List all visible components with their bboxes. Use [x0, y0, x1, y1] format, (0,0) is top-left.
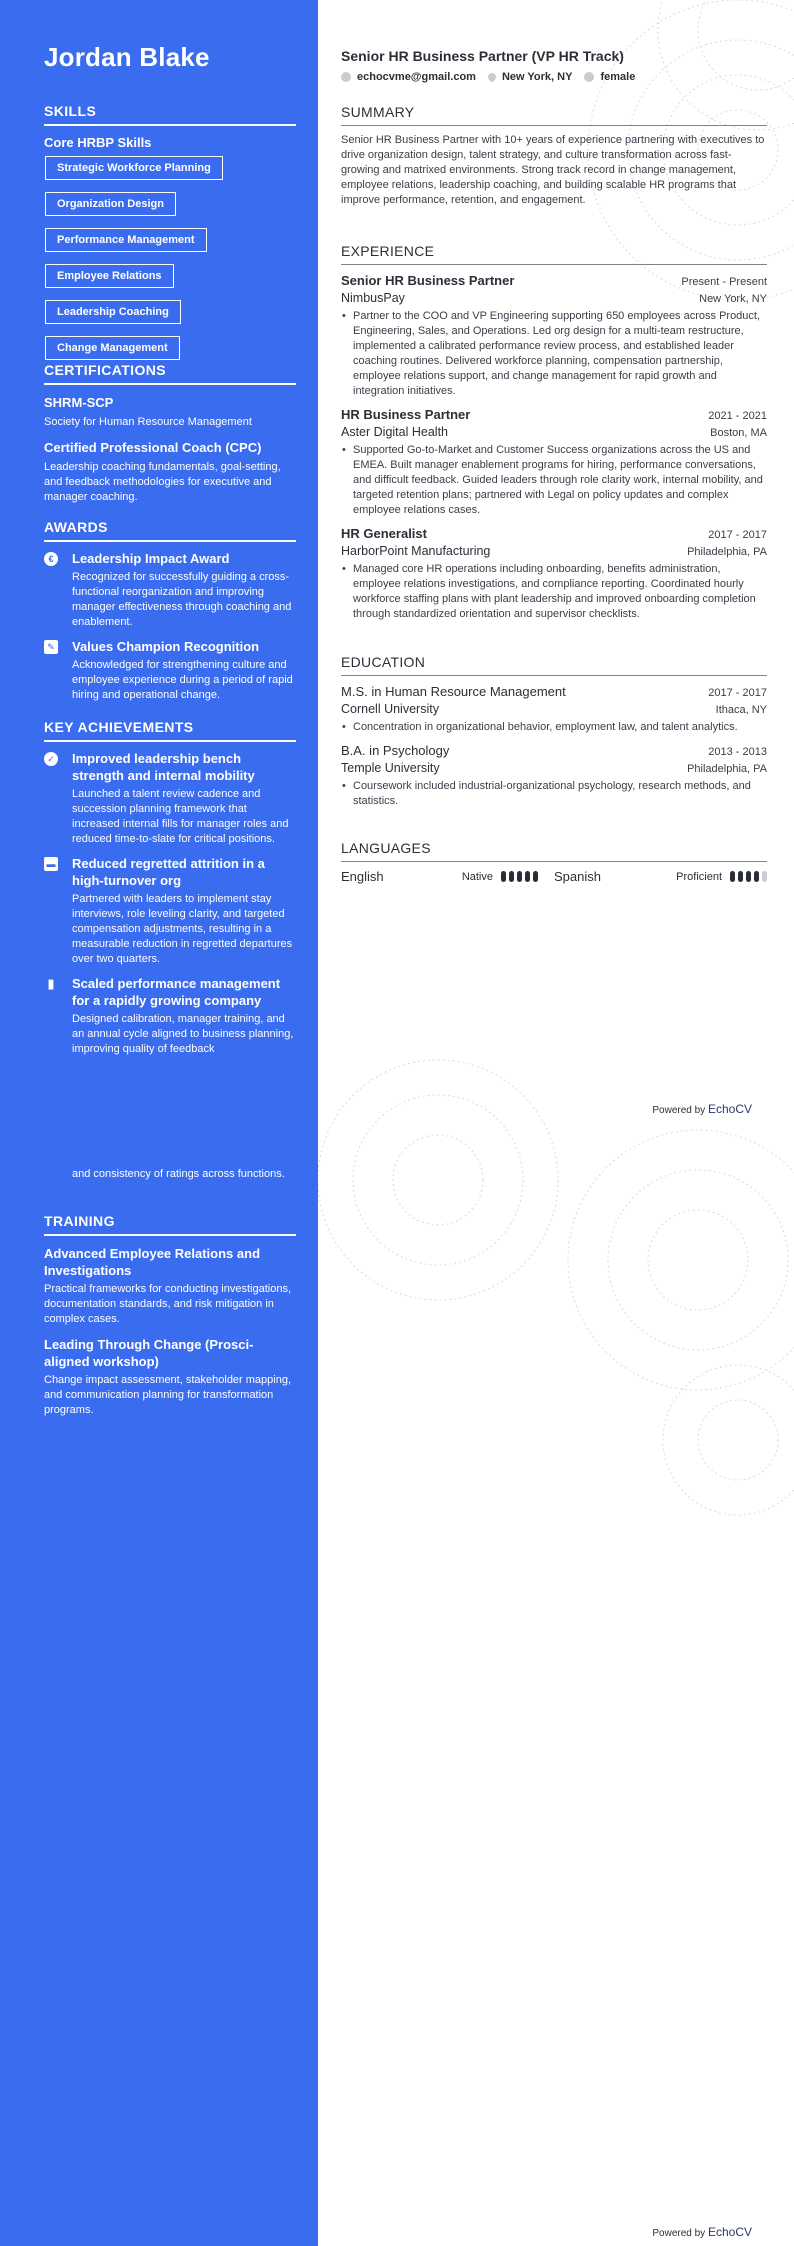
training-title-item: Leading Through Change (Prosci-aligned workshop): [44, 1337, 254, 1369]
header: [341, 48, 767, 83]
job-title: Senior HR Business Partner: [341, 273, 515, 288]
summary-section: [341, 104, 767, 208]
email-icon: [341, 72, 351, 82]
languages-title: LANGUAGES: [341, 840, 767, 862]
skills-section: [44, 103, 296, 366]
achievement-text-continued: [44, 1164, 296, 1182]
experience-section: [341, 243, 767, 622]
rating-dot-filled: [501, 871, 506, 882]
language-level: Native: [461, 870, 493, 883]
awards-section: [44, 519, 296, 703]
award-item: [44, 638, 296, 703]
powered-by-footer: [652, 2225, 752, 2239]
education-title: EDUCATION: [341, 654, 767, 676]
gender-contact: [584, 71, 635, 83]
rating-dot-filled: [533, 871, 538, 882]
achievement-text: Launched a talent review cadence and succession planning framework that increased internal fills for manager roles and reduced time-to-slate for critical positions.: [72, 788, 289, 845]
powered-by-text: Powered by: [652, 2228, 706, 2239]
skill-tag: Organization Design: [45, 192, 176, 216]
skill-tag: Performance Management: [45, 228, 207, 252]
training-section: [44, 1213, 296, 1418]
achievement-item: [44, 975, 296, 1057]
email-text: echocvme@gmail.com: [357, 71, 476, 83]
language-rating: [730, 871, 767, 882]
skill-tag: Leadership Coaching: [45, 300, 181, 324]
education-item: [341, 684, 767, 735]
education-degree: B.A. in Psychology: [341, 743, 450, 758]
location-contact: [488, 71, 573, 83]
education-location: Ithaca, NY: [715, 704, 767, 716]
job-location: New York, NY: [699, 293, 767, 305]
job-company: NimbusPay: [341, 291, 405, 305]
job-date: Present - Present: [681, 276, 767, 288]
skill-tag: Employee Relations: [45, 264, 174, 288]
achievement-title: Scaled performance management for a rapidly growing company: [72, 976, 281, 1008]
job-title: HR Generalist: [341, 526, 427, 541]
rating-dot-filled: [738, 871, 743, 882]
achievement-item: [44, 750, 296, 847]
echocv-logo[interactable]: EchoCV: [707, 1102, 752, 1116]
headline: Senior HR Business Partner (VP HR Track): [341, 48, 624, 64]
rating-dot-filled: [754, 871, 759, 882]
rating-dot-filled: [730, 871, 735, 882]
experience-item: [341, 407, 767, 518]
rating-dot-filled: [746, 871, 751, 882]
powered-by-footer: [652, 1102, 752, 1116]
award-icon: €: [44, 552, 58, 566]
award-text: Recognized for successfully guiding a cross-functional reorganization and improving manager effectiveness through coaching and enablement.: [72, 571, 292, 628]
job-bullet: • Managed core HR operations including onboarding, benefits administration, employee relations investigations, and compliance reporting. Coordinated hourly workforce staffing plans with plant leadership and improved onboarding completion through standardized orientation and supervisor checklists.: [341, 562, 767, 622]
language-name: Spanish: [554, 869, 601, 884]
award-title: Values Champion Recognition: [72, 639, 260, 654]
training-title-item: Advanced Employee Relations and Investigations: [44, 1246, 261, 1278]
skills-group-label: Core HRBP Skills: [44, 135, 152, 150]
job-title: HR Business Partner: [341, 407, 471, 422]
language-rating: [501, 871, 538, 882]
achievements-section: [44, 719, 296, 1057]
experience-title: EXPERIENCE: [341, 243, 767, 265]
check-badge-icon: ✓: [44, 752, 58, 766]
education-item: [341, 743, 767, 809]
skill-tag: Change Management: [45, 336, 180, 360]
rating-dot-filled: [509, 871, 514, 882]
skills-title: SKILLS: [44, 103, 296, 126]
education-school: Cornell University: [341, 702, 439, 716]
achievement-title: Reduced regretted attrition in a high-turnover org: [72, 856, 265, 888]
rating-dot-empty: [762, 871, 767, 882]
summary-title: SUMMARY: [341, 104, 767, 126]
training-text: Change impact assessment, stakeholder mapping, and communication planning for transformation programs.: [44, 1374, 292, 1416]
skill-tag: Strategic Workforce Planning: [45, 156, 223, 180]
candidate-name: Jordan Blake: [44, 42, 210, 72]
contact-row: [341, 71, 767, 83]
archive-box-icon: ▬: [44, 857, 58, 871]
powered-by-text: Powered by: [652, 1105, 706, 1116]
education-date: 2017 - 2017: [708, 687, 767, 699]
certification-detail: Leadership coaching fundamentals, goal-setting, and feedback methodologies for executive and manager coaching.: [44, 461, 281, 503]
language-item: [554, 869, 767, 884]
location-pin-icon: [486, 71, 497, 82]
job-date: 2021 - 2021: [708, 410, 767, 422]
achievement-item: [44, 855, 296, 967]
gender-text: female: [600, 71, 636, 83]
job-company: Aster Digital Health: [341, 425, 448, 439]
languages-row: [341, 869, 767, 884]
training-text: Practical frameworks for conducting investigations, documentation standards, and risk mitigation in complex cases.: [44, 1283, 291, 1325]
education-school: Temple University: [341, 761, 440, 775]
experience-item: [341, 526, 767, 622]
person-icon: [584, 72, 594, 82]
certifications-section: [44, 362, 296, 505]
job-date: 2017 - 2017: [708, 529, 767, 541]
education-bullet: • Concentration in organizational behavior, employment law, and talent analytics.: [341, 720, 767, 735]
language-item: [341, 869, 554, 884]
awards-title: AWARDS: [44, 519, 296, 542]
certification-detail: Society for Human Resource Management: [44, 416, 252, 428]
language-name: English: [341, 869, 384, 884]
education-section: [341, 654, 767, 809]
sidebar: [0, 0, 318, 2246]
achievement-text: Partnered with leaders to implement stay interviews, role leveling clarity, and targeted compensation adjustments, resulting in a measurable reduction in regretted departures over two quarters.: [72, 893, 293, 965]
job-bullet: • Partner to the COO and VP Engineering supporting 650 employees across Product, Engineering, Sales, and Operations. Led org design for a multi-team restructure, implemented a calibrated performance review process, and established leader coaching routines. Delivered workforce planning, compensation partnership, employee relations support, and change management for rapid growth and integration initiatives.: [341, 309, 767, 399]
education-bullet: • Coursework included industrial-organizational psychology, research methods, and statistics.: [341, 779, 767, 809]
job-company: HarborPoint Manufacturing: [341, 544, 491, 558]
award-title: Leadership Impact Award: [72, 551, 230, 566]
location-text: New York, NY: [501, 71, 573, 83]
job-bullet: • Supported Go-to-Market and Customer Success organizations across the US and EMEA. Built manager enablement programs for hiring, performance conversations, and difficult feedback. Guided leaders through role clarity work, internal mobility, and targeted retention plans; partnered with Legal on policy updates and complex employee relations cases.: [341, 443, 767, 518]
language-level: Proficient: [676, 870, 722, 883]
rating-dot-filled: [525, 871, 530, 882]
training-title: TRAINING: [44, 1213, 296, 1236]
certification-name: Certified Professional Coach (CPC): [44, 440, 262, 455]
achievement-text-continued-text: and consistency of ratings across functions.: [72, 1168, 285, 1180]
echocv-logo[interactable]: EchoCV: [707, 2225, 752, 2239]
document-award-icon: ✎: [44, 640, 58, 654]
main-content: [318, 0, 794, 2246]
certification-name: SHRM-SCP: [44, 395, 114, 410]
rating-dot-filled: [517, 871, 522, 882]
experience-item: [341, 273, 767, 399]
education-degree: M.S. in Human Resource Management: [341, 684, 566, 699]
achievement-title: Improved leadership bench strength and internal mobility: [72, 751, 255, 783]
summary-text: Senior HR Business Partner with 10+ years of experience partnering with executives to drive organization design, talent strategy, and culture transformation across fast-growing and matrixed environments. Strong track record in change management, employee relations, leadership coaching, and building scalable HR programs that improve performance, retention, and engagement.: [341, 134, 765, 206]
certifications-title: CERTIFICATIONS: [44, 362, 296, 385]
job-location: Boston, MA: [710, 427, 767, 439]
bar-chart-icon: ▮: [47, 976, 55, 991]
award-text: Acknowledged for strengthening culture and employee experience during a period of rapid hiring and operational change.: [72, 659, 293, 701]
award-item: [44, 550, 296, 630]
languages-section: [341, 840, 767, 884]
job-location: Philadelphia, PA: [687, 546, 767, 558]
achievement-text: Designed calibration, manager training, and an annual cycle aligned to business planning, improving quality of feedback: [72, 1013, 294, 1055]
education-location: Philadelphia, PA: [687, 763, 767, 775]
email-contact[interactable]: [341, 71, 476, 83]
achievements-title: KEY ACHIEVEMENTS: [44, 719, 296, 742]
education-date: 2013 - 2013: [708, 746, 767, 758]
